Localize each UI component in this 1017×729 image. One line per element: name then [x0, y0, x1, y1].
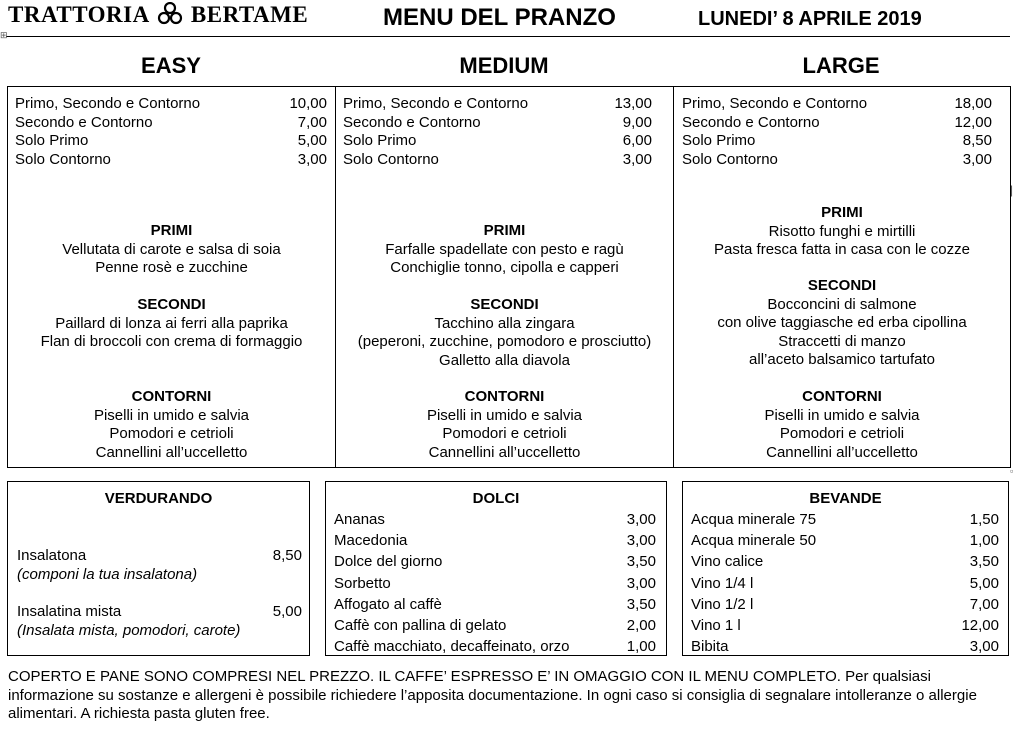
item-label: Dolce del giorno: [334, 553, 443, 571]
dish-item: Penne rosè e zucchine: [95, 259, 248, 276]
price-row: [343, 114, 652, 133]
price-list: [343, 95, 652, 169]
item-price: 2,00: [626, 617, 656, 635]
item-price: 3,50: [626, 553, 656, 571]
dish-item: Bocconcini di salmone: [767, 295, 917, 313]
price-row: [15, 151, 327, 170]
dish-item: Tacchino alla zingara: [434, 314, 575, 332]
contorni-section: [336, 388, 673, 462]
table-resize-handle-icon: ▫: [1010, 466, 1014, 476]
menu-item: [691, 594, 999, 615]
item-label: Insalatina mista: [17, 603, 122, 620]
price-row: [343, 151, 652, 170]
dish-item: (peperoni, zucchine, pomodoro e prosciutto): [357, 333, 652, 350]
price-row: [343, 132, 652, 151]
price-list: [682, 95, 992, 169]
section-heading: SECONDI: [807, 277, 877, 294]
section-heading: SECONDI: [470, 296, 539, 313]
item-price: 3,50: [969, 553, 999, 571]
price-row: [15, 95, 327, 114]
dish-item: con olive taggiasche ed erba cipollina: [717, 314, 967, 331]
price-row: [682, 95, 992, 114]
menu-title: MENU DEL PRANZO: [383, 4, 616, 31]
price-value: 3,00: [297, 150, 327, 168]
size-column-easy: [8, 87, 335, 467]
item-price: 5,00: [272, 603, 302, 620]
contorni-section: [674, 388, 1010, 462]
price-label: Solo Primo: [15, 132, 89, 149]
header-divider: [6, 36, 1010, 37]
dish-item: Galletto alla diavola: [439, 351, 570, 369]
menu-item: [17, 602, 302, 621]
item-label: Vino 1/4 l: [691, 574, 754, 592]
item-price: 3,00: [626, 574, 656, 592]
item-price: 7,00: [969, 595, 999, 613]
size-heading-large: LARGE: [802, 53, 880, 78]
size-heading-easy: EASY: [141, 53, 201, 78]
size-column-large: [673, 87, 1010, 467]
item-price: 3,00: [626, 511, 656, 528]
menu-item: [17, 546, 302, 565]
price-value: 3,00: [622, 150, 652, 168]
logo-text-right: BERTAME: [190, 2, 309, 27]
item-label: Sorbetto: [334, 574, 391, 592]
dish-item: Paillard di lonza ai ferri alla paprika: [55, 314, 288, 332]
logo-text-left: TRATTORIA: [8, 2, 149, 27]
section-heading: CONTORNI: [802, 388, 882, 405]
dish-item: Pomodori e cetrioli: [109, 425, 234, 442]
item-label: Acqua minerale 50: [691, 532, 817, 550]
price-label: Primo, Secondo e Contorno: [343, 95, 529, 112]
bevande-box: [682, 481, 1009, 656]
item-price: 3,00: [969, 638, 999, 656]
dolci-list: [334, 509, 656, 657]
price-row: [682, 132, 992, 151]
price-label: Secondo e Contorno: [15, 113, 153, 131]
section-heading: PRIMI: [483, 222, 526, 239]
item-label: Insalatona: [17, 547, 87, 564]
price-value: 9,00: [622, 113, 652, 131]
item-label: Acqua minerale 75: [691, 511, 817, 528]
menu-item: [334, 573, 656, 594]
price-row: [682, 151, 992, 170]
item-label: Macedonia: [334, 532, 408, 550]
item-price: 3,00: [626, 532, 656, 550]
table-move-handle-icon: ⊞: [0, 30, 8, 40]
price-label: Primo, Secondo e Contorno: [15, 95, 201, 112]
restaurant-logo: [8, 2, 308, 28]
item-label: Ananas: [334, 511, 385, 528]
dish-item: Piselli in umido e salvia: [764, 406, 920, 424]
menu-item: [691, 573, 999, 594]
secondi-section: [336, 296, 673, 370]
price-label: Secondo e Contorno: [343, 113, 481, 131]
box-title: VERDURANDO: [104, 490, 213, 507]
dish-item: Cannellini all’uccelletto: [95, 443, 248, 461]
dish-item: Flan di broccoli con crema di formaggio: [40, 333, 303, 350]
verdurando-list: [17, 546, 302, 640]
dish-item: all’aceto balsamico tartufato: [749, 351, 935, 368]
size-column-medium: [335, 87, 673, 467]
section-heading: SECONDI: [137, 296, 206, 313]
price-list: [15, 95, 327, 169]
box-title: BEVANDE: [809, 490, 882, 507]
dish-item: Conchiglie tonno, cipolla e capperi: [390, 259, 619, 276]
item-price: 1,00: [969, 532, 999, 550]
price-label: Solo Contorno: [15, 150, 111, 168]
menu-item: [334, 530, 656, 551]
item-note: (Insalata mista, pomodori, carote): [17, 622, 241, 639]
price-value: 12,00: [954, 113, 992, 131]
item-price: 3,50: [626, 595, 656, 613]
primi-section: [336, 222, 673, 278]
dish-item: Risotto funghi e mirtilli: [768, 222, 916, 240]
price-label: Solo Primo: [682, 132, 756, 149]
price-value: 6,00: [622, 132, 652, 149]
section-heading: CONTORNI: [131, 388, 212, 405]
section-heading: PRIMI: [150, 222, 193, 239]
price-value: 18,00: [954, 95, 992, 112]
item-price: 8,50: [272, 547, 302, 564]
dish-item: Piselli in umido e salvia: [93, 406, 250, 424]
price-value: 13,00: [614, 95, 652, 112]
price-row: [15, 132, 327, 151]
item-label: Vino calice: [691, 553, 764, 571]
price-label: Solo Contorno: [343, 150, 439, 168]
trefoil-ornament-icon: [157, 2, 183, 26]
dish-item: Cannellini all’uccelletto: [766, 443, 918, 461]
item-label: Vino 1/2 l: [691, 595, 754, 613]
price-row: [15, 114, 327, 133]
bevande-list: [691, 509, 999, 657]
footer-notice: COPERTO E PANE SONO COMPRESI NEL PREZZO. IL CAFFE’ ESPRESSO E’ IN OMAGGIO CON IL MENU COMPLETO. Per qualsiasi informazione su sostanze e allergeni è possibile richiedere l’apposita documentazione. In ogni caso si consiglia di segnalare intolleranze o allergie alimentari. A richiesta pasta gluten free.: [8, 668, 977, 722]
item-label: Bibita: [691, 638, 729, 656]
menu-item: [334, 615, 656, 636]
price-value: 10,00: [289, 95, 327, 112]
menu-item: [691, 530, 999, 551]
dish-item: Pomodori e cetrioli: [442, 425, 567, 442]
price-value: 7,00: [297, 113, 327, 131]
item-price: 1,50: [969, 511, 999, 528]
primi-section: [8, 222, 335, 278]
menu-item: [334, 551, 656, 572]
menu-item: [334, 509, 656, 530]
price-value: 8,50: [962, 132, 992, 149]
price-label: Solo Contorno: [682, 150, 778, 168]
dish-item: Farfalle spadellate con pesto e ragù: [385, 240, 624, 258]
size-heading-medium: MEDIUM: [459, 53, 549, 78]
menu-item: [334, 636, 656, 657]
cursor-caret-icon: |: [1010, 183, 1014, 197]
item-label: Affogato al caffè: [334, 595, 442, 613]
item-label: Vino 1 l: [691, 617, 741, 635]
secondi-section: [674, 277, 1010, 370]
item-price: 12,00: [961, 617, 999, 635]
contorni-section: [8, 388, 335, 462]
price-label: Secondo e Contorno: [682, 113, 820, 131]
item-price: 1,00: [626, 638, 656, 656]
item-label: Caffè con pallina di gelato: [334, 617, 507, 635]
menu-date: LUNEDI’ 8 APRILE 2019: [698, 8, 922, 30]
price-value: 5,00: [297, 132, 327, 149]
price-label: Solo Primo: [343, 132, 417, 149]
item-label: Caffè macchiato, decaffeinato, orzo: [334, 638, 570, 656]
menu-item: [691, 615, 999, 636]
item-price: 5,00: [969, 574, 999, 592]
price-value: 3,00: [962, 150, 992, 168]
main-menu-table: [7, 86, 1014, 468]
price-label: Primo, Secondo e Contorno: [682, 95, 868, 112]
section-heading: CONTORNI: [464, 388, 545, 405]
secondi-section: [8, 296, 335, 352]
price-row: [343, 95, 652, 114]
item-note: (componi la tua insalatona): [17, 566, 198, 583]
menu-item: [334, 594, 656, 615]
menu-item: [691, 509, 999, 530]
verdurando-box: [7, 481, 310, 656]
menu-item: [691, 636, 999, 657]
primi-section: [674, 204, 1010, 260]
dish-item: Straccetti di manzo: [778, 332, 906, 350]
dolci-box: [325, 481, 667, 656]
section-heading: PRIMI: [821, 204, 863, 221]
box-title: DOLCI: [472, 490, 520, 507]
price-row: [682, 114, 992, 133]
dish-item: Vellutata di carote e salsa di soia: [62, 240, 281, 258]
dish-item: Piselli in umido e salvia: [426, 406, 583, 424]
menu-item: [691, 551, 999, 572]
dish-item: Pomodori e cetrioli: [779, 425, 905, 442]
dish-item: Cannellini all’uccelletto: [428, 443, 581, 461]
dish-item: Pasta fresca fatta in casa con le cozze: [714, 241, 970, 258]
